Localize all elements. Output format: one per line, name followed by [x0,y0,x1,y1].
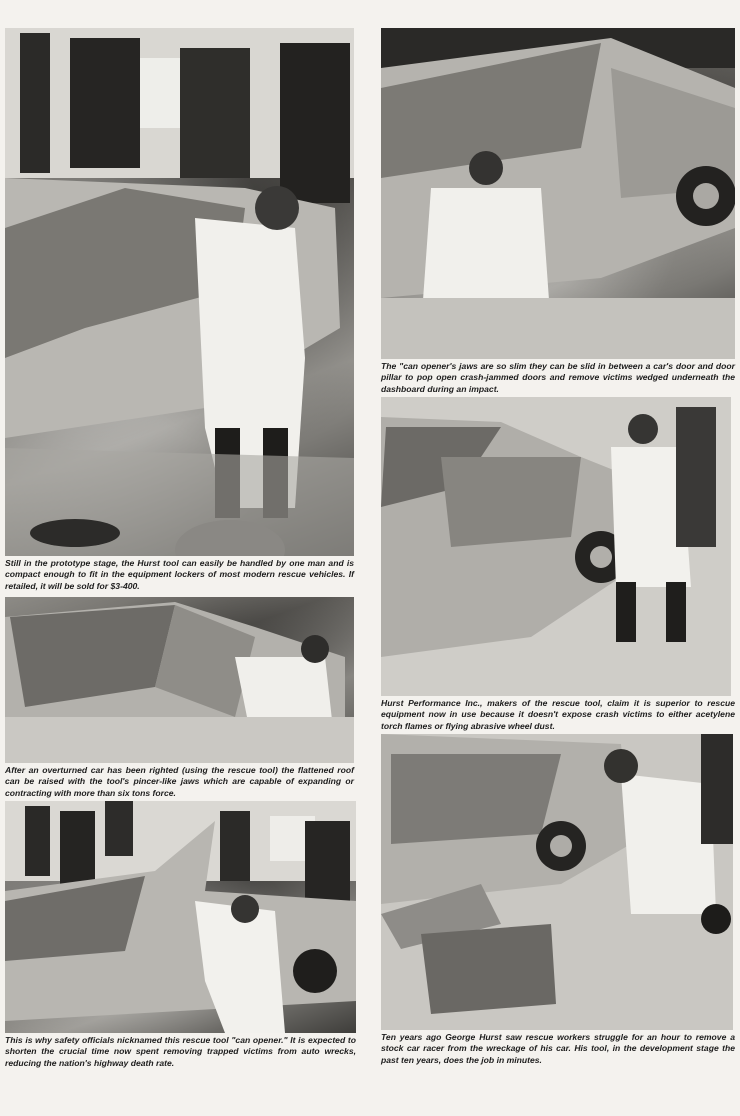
caption-flattened-roof: After an overturned car has been righted (using the rescue tool) the flattened roof can be raised with the tool's pincer-like jaws which are capable of expanding or contracting with more than six tons force. [5,765,354,798]
photo-stock-car-wreckage [381,734,733,1030]
photo-door-pillar [381,28,735,359]
caption-hurst-performance: Hurst Performance Inc., makers of the rescue tool, claim it is superior to rescue equipment now in use because it doesn't expose crash victims to either acetylene torch flames or flying abrasive wheel dust. [381,698,735,731]
caption-can-opener-nickname: This is why safety officials nicknamed this rescue tool "can opener." It is expected to shorten the crucial time now spent removing trapped victims from auto wrecks, reducing the nation's highway death rate. [5,1035,356,1068]
photo-flattened-roof-raised [5,597,354,763]
photo-can-opener-crowd [5,801,356,1033]
caption-prototype-stage: Still in the prototype stage, the Hurst tool can easily be handled by one man and is compact enough to fit in the equipment lockers of most modern rescue vehicles. If retailed, it will be sold for $3-400. [5,558,354,591]
caption-slim-jaws: The "can opener's jaws are so slim they can be slid in between a car's door and door pillar to pop open crash-jammed doors and remove victims wedged underneath the dashboard during an impact. [381,361,735,394]
photo-hurst-performance [381,397,731,696]
photo-rescue-worker-with-tool [5,28,354,556]
caption-george-hurst: Ten years ago George Hurst saw rescue workers struggle for an hour to remove a stock car racer from the wreckage of his car. His tool, in the development stage the past ten years, does the job in minutes. [381,1032,735,1065]
